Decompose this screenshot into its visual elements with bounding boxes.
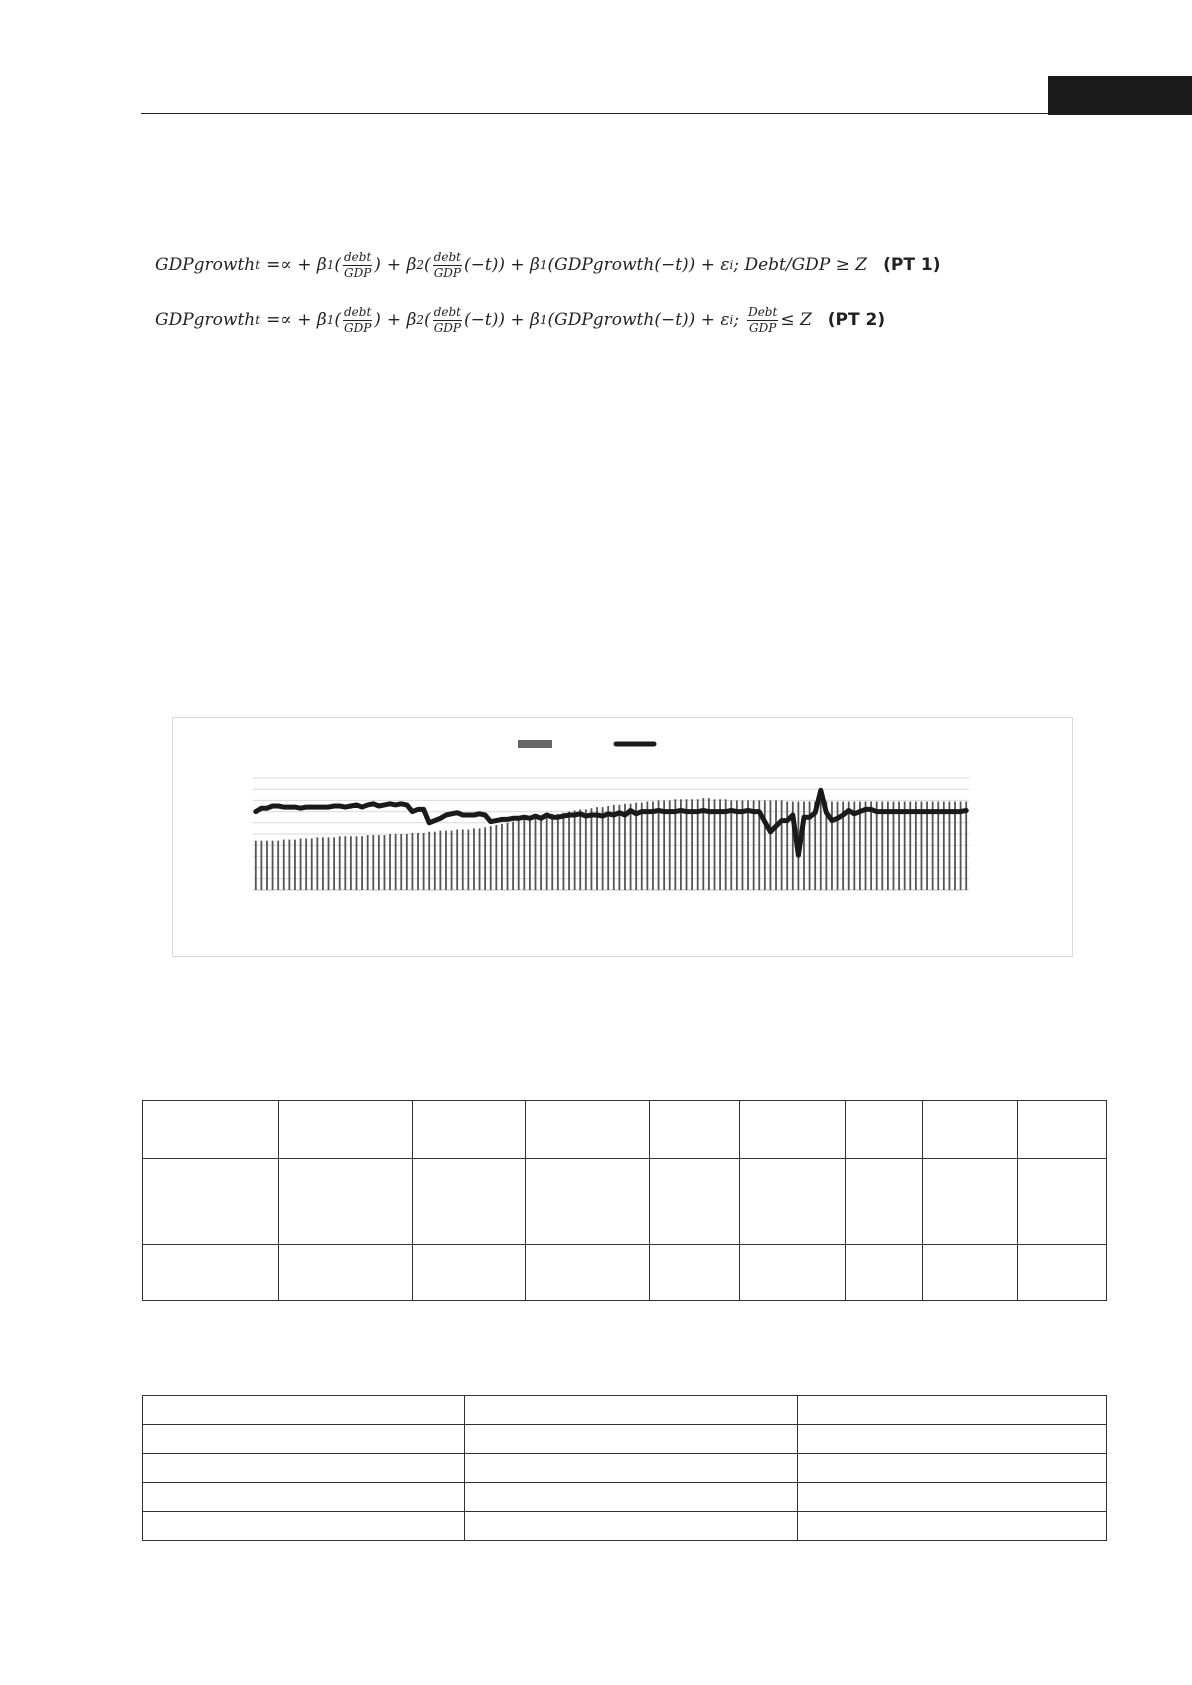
bar <box>439 831 441 890</box>
bar <box>277 841 279 890</box>
bar <box>546 815 548 890</box>
bar <box>328 837 330 890</box>
bar <box>926 802 928 890</box>
bar <box>551 814 553 890</box>
bar <box>378 835 380 890</box>
bar <box>859 802 861 890</box>
bar <box>876 802 878 890</box>
bar <box>294 840 296 890</box>
bar <box>490 826 492 890</box>
bar <box>333 837 335 890</box>
table-cell <box>1018 1159 1107 1245</box>
table-cell <box>923 1245 1018 1301</box>
eq-b1-sub: 1 <box>326 258 335 272</box>
table-cell <box>798 1483 1107 1512</box>
bar <box>384 835 386 890</box>
bar <box>893 802 895 890</box>
table-row <box>143 1512 1107 1541</box>
eq-growth-lag: (GDPgrowth(−t)) + ε <box>547 255 730 275</box>
bar <box>764 800 766 890</box>
bar <box>406 834 408 890</box>
eq-b2-sub: 2 <box>416 313 425 327</box>
eq-frac-debt-gdp-lag: $\frac{\text{debt}}{\text{GDP}}$ <box>433 249 461 280</box>
table-cell <box>740 1245 846 1301</box>
table-cell <box>798 1512 1107 1541</box>
bar <box>462 830 464 890</box>
eq-alpha-beta: =∝ + β <box>266 255 327 275</box>
chart-frame <box>172 717 1073 957</box>
bar <box>417 833 419 890</box>
bar <box>507 823 509 890</box>
table-cell <box>143 1101 279 1159</box>
bar <box>535 817 537 890</box>
table-row <box>143 1159 1107 1245</box>
bar <box>932 802 934 890</box>
table-cell <box>465 1425 798 1454</box>
table-row <box>143 1483 1107 1512</box>
bar <box>389 834 391 890</box>
bar <box>266 841 268 890</box>
bar <box>915 802 917 890</box>
bar <box>775 800 777 890</box>
eq-plus-beta2: + β <box>386 255 417 275</box>
bar <box>255 841 257 890</box>
legend-bar-swatch <box>518 740 552 748</box>
bar <box>322 837 324 890</box>
bar <box>350 836 352 890</box>
table-row <box>143 1245 1107 1301</box>
bar <box>909 802 911 890</box>
bar <box>781 800 783 890</box>
table-row <box>143 1425 1107 1454</box>
bar <box>831 802 833 890</box>
bar <box>512 822 514 890</box>
results-table <box>142 1100 1107 1301</box>
table-cell <box>526 1245 650 1301</box>
eq-lhs-sub: t <box>255 313 261 327</box>
table-row <box>143 1101 1107 1159</box>
eq-condition: ; Debt/GDP ≥ Z <box>733 255 868 275</box>
bar <box>523 819 525 890</box>
bar <box>518 821 520 890</box>
table-cell <box>526 1159 650 1245</box>
bar <box>529 818 531 890</box>
header-block <box>1048 76 1192 115</box>
table-cell <box>740 1159 846 1245</box>
table-cell <box>526 1101 650 1159</box>
table-cell <box>279 1101 413 1159</box>
bar <box>630 804 632 890</box>
bar <box>451 831 453 890</box>
bar <box>921 802 923 890</box>
bar <box>568 812 570 890</box>
eq-condition: ≤ Z <box>780 310 812 330</box>
table-cell <box>413 1159 526 1245</box>
bar <box>770 800 772 890</box>
eq-b2-sub: 2 <box>416 258 425 272</box>
table-cell <box>923 1101 1018 1159</box>
table-cell <box>846 1245 923 1301</box>
table-cell <box>740 1101 846 1159</box>
table-cell <box>798 1396 1107 1425</box>
table-cell <box>279 1159 413 1245</box>
bar <box>339 836 341 890</box>
bar <box>272 841 274 890</box>
bar <box>467 830 469 890</box>
bar <box>423 833 425 890</box>
bar <box>730 800 732 890</box>
bar <box>501 824 503 890</box>
table-cell <box>846 1159 923 1245</box>
table-cell <box>413 1101 526 1159</box>
table-cell <box>465 1396 798 1425</box>
table-cell <box>413 1245 526 1301</box>
bar <box>445 831 447 890</box>
bar <box>288 840 290 890</box>
bar <box>607 806 609 890</box>
bar <box>747 800 749 890</box>
equation-pt2: GDPgrowth t =∝ + β 1 ( $\frac{\text{debt}}{\text{GDP}}$ ) + β 2 ( $\frac{\text{debt}}{\text{GDP}}$ (−t)) + β 1 (GDPgrowth(−t)) + ε i ; $\frac{\text{Debt}}{\text{GDP}}$ ≤ Z (PT 2) <box>155 304 886 335</box>
bar <box>596 807 598 890</box>
bar <box>305 838 307 890</box>
table-cell <box>1018 1101 1107 1159</box>
bar <box>870 802 872 890</box>
bar <box>283 840 285 890</box>
eq-tag-pt1: (PT 1) <box>883 255 941 275</box>
table-cell <box>143 1396 465 1425</box>
bar <box>361 836 363 890</box>
bar <box>473 828 475 890</box>
table-cell <box>798 1425 1107 1454</box>
table-cell <box>465 1454 798 1483</box>
bar <box>837 802 839 890</box>
bar <box>848 802 850 890</box>
eq-growth-lag: (GDPgrowth(−t)) + ε <box>547 310 730 330</box>
eq-eps-sub: i <box>729 258 734 272</box>
eq-lhs: GDPgrowth <box>155 255 256 275</box>
table-cell <box>1018 1245 1107 1301</box>
bar <box>887 802 889 890</box>
bar <box>574 810 576 890</box>
table-cell <box>143 1483 465 1512</box>
bar <box>949 802 951 890</box>
bar <box>641 803 643 890</box>
table-cell <box>143 1159 279 1245</box>
table-cell <box>846 1101 923 1159</box>
bar <box>898 802 900 890</box>
bar <box>965 802 967 890</box>
table-cell <box>923 1159 1018 1245</box>
summary-table <box>142 1395 1107 1541</box>
equation-pt1: GDPgrowth t =∝ + β 1 ( $\frac{\text{debt}}{\text{GDP}}$ ) + β 2 ( $\frac{\text{debt}}{\text{GDP}}$ (−t)) + β 1 (GDPgrowth(−t)) + ε i ; Debt/GDP ≥ Z (PT 1) <box>155 249 941 280</box>
eq-lag-term: (−t)) + β <box>463 310 540 330</box>
table-cell <box>279 1245 413 1301</box>
bar <box>652 802 654 890</box>
bar <box>300 838 302 890</box>
eq-tag-pt2: (PT 2) <box>827 310 886 330</box>
eq-b3-sub: 1 <box>539 313 548 327</box>
bar <box>954 802 956 890</box>
eq-b1-sub: 1 <box>326 313 335 327</box>
bar <box>367 835 369 890</box>
bar <box>557 814 559 890</box>
bar <box>865 802 867 890</box>
eq-lhs-sub: t <box>255 258 261 272</box>
bar <box>585 809 587 890</box>
table-cell <box>650 1159 740 1245</box>
bar <box>786 802 788 890</box>
bar <box>479 828 481 890</box>
table-row <box>143 1454 1107 1483</box>
bar <box>646 802 648 890</box>
bar <box>613 805 615 890</box>
bar <box>356 836 358 890</box>
bar <box>602 807 604 890</box>
bar <box>943 802 945 890</box>
bar <box>344 836 346 890</box>
bar <box>540 816 542 890</box>
eq-eps-sub: i <box>729 313 734 327</box>
bar <box>618 805 620 890</box>
eq-frac-debt-gdp: $\frac{\text{debt}}{\text{GDP}}$ <box>343 249 372 280</box>
bar <box>372 835 374 890</box>
table-cell <box>798 1454 1107 1483</box>
debt-growth-chart <box>173 718 1071 955</box>
bar <box>428 832 430 890</box>
table-cell <box>143 1425 465 1454</box>
table-cell <box>465 1512 798 1541</box>
eq-cond-frac: $\frac{\text{Debt}}{\text{GDP}}$ <box>748 304 778 335</box>
bar <box>904 802 906 890</box>
table-cell <box>143 1512 465 1541</box>
bar <box>820 802 822 890</box>
header-rule <box>141 113 1192 114</box>
bar <box>412 833 414 890</box>
table-cell <box>650 1245 740 1301</box>
bar <box>579 809 581 890</box>
bar <box>960 802 962 890</box>
bar <box>658 800 660 890</box>
bar <box>434 832 436 890</box>
table-cell <box>143 1245 279 1301</box>
bar <box>563 813 565 890</box>
bar <box>484 827 486 890</box>
bar <box>260 841 262 890</box>
table-row <box>143 1396 1107 1425</box>
eq-lhs: GDPgrowth <box>155 310 256 330</box>
table-cell <box>650 1101 740 1159</box>
bar <box>400 834 402 890</box>
bar <box>591 808 593 890</box>
eq-b3-sub: 1 <box>539 258 548 272</box>
eq-frac-debt-gdp-lag: $\frac{\text{debt}}{\text{GDP}}$ <box>433 304 461 335</box>
eq-lag-term: (−t)) + β <box>463 255 540 275</box>
bar <box>311 838 313 890</box>
eq-frac-debt-gdp: $\frac{\text{debt}}{\text{GDP}}$ <box>343 304 372 335</box>
bar <box>316 837 318 890</box>
bar <box>456 830 458 890</box>
bar <box>395 834 397 890</box>
table-cell <box>143 1454 465 1483</box>
bar <box>937 802 939 890</box>
bar <box>495 825 497 890</box>
bar <box>881 802 883 890</box>
eq-plus-beta2: + β <box>386 310 417 330</box>
eq-alpha-beta: =∝ + β <box>266 310 327 330</box>
table-cell <box>465 1483 798 1512</box>
